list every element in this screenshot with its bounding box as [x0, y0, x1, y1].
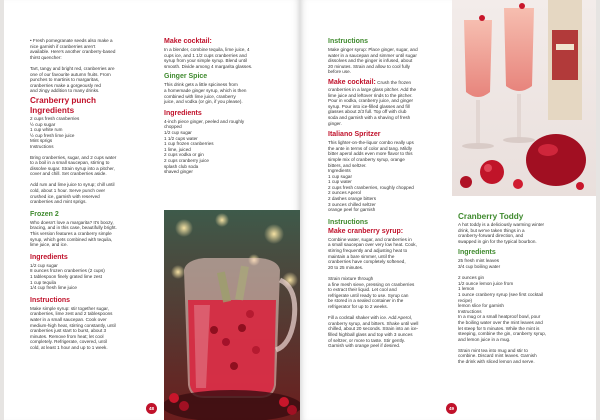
toddy-ingredients-list — [458, 258, 588, 364]
text-line: refrigerate until ready to use. Syrup can — [328, 292, 409, 298]
cranberry-toddy-title: Cranberry Toddy — [458, 212, 524, 221]
text-line: 4-inch piece ginger, peeled and roughly — [164, 118, 245, 124]
text-line: 8 ounces frozen cranberries (2 cups) — [30, 268, 105, 274]
make-cocktail-paragraph — [328, 79, 452, 87]
frozen-instructions — [30, 306, 154, 351]
text-line: before use. — [328, 69, 351, 75]
italiano-spritzer-title: Italiano Spritzer — [328, 131, 381, 139]
text-line: 1 tablespoon finely grated lime zest — [30, 274, 103, 279]
text-line: 3/4 cup boiling water — [458, 263, 501, 269]
text-line: 1/2 ounce lemon juice from — [458, 280, 514, 286]
text-line: the boiling water over the mint leaves and — [458, 319, 543, 325]
toddy-intro — [458, 222, 588, 244]
text-line: 2 cups vodka or gin — [164, 152, 204, 158]
text-line: 2 cups fresh cranberries — [30, 115, 80, 121]
text-line: 1 cup tequila — [30, 279, 57, 285]
text-line: lime juice, and ice. — [30, 242, 68, 248]
left-column-1 — [30, 38, 154, 351]
ginger-ingredients-list — [164, 119, 288, 175]
text-line: lemon slice for garnish — [458, 303, 504, 309]
ginger-instructions-title: Instructions — [328, 38, 369, 45]
text-line: Instructions — [30, 143, 54, 149]
text-line: 1/4 cup fresh lime juice — [30, 285, 77, 291]
text-line: chilled, about 20 seconds. Strain into an ice- — [328, 326, 419, 332]
text-line: Pour in vodka, cranberry juice, and ginger — [328, 98, 414, 104]
text-line: ½ cup sugar — [30, 121, 56, 127]
make-cocktail-body — [328, 87, 452, 126]
text-line: Instructions — [458, 308, 482, 314]
right-page — [300, 0, 596, 420]
frozen-intro — [30, 220, 154, 248]
punch-ingredients-list — [30, 116, 154, 150]
text-line: cranberries and mint sprigs. — [30, 199, 87, 205]
pitcher-photo — [164, 210, 300, 420]
text-line: be stored in a sealed container in the — [328, 298, 404, 304]
text-line: cold, about 1 hour. Serve punch over — [30, 188, 106, 194]
spritzer-intro — [328, 140, 452, 168]
text-line: 1 lemon — [458, 286, 475, 292]
spritzer-instructions-title: Instructions — [328, 218, 369, 226]
text-line: 2 ounces gin — [458, 275, 485, 281]
text-line: 20 to 25 minutes. — [328, 264, 364, 270]
text-line: 3 ounces chilled seltzer — [328, 201, 376, 207]
pitcher-illustration — [164, 210, 300, 420]
text-line: dissolve sugar. Strain syrup into a pitcher, — [30, 165, 115, 171]
text-line: one of our favourite autumn fruits. From — [30, 71, 111, 77]
text-line: cover and chill. Set cranberries aside. — [30, 171, 107, 177]
text-line: In a mug or a small heatproof bowl, pour — [458, 314, 541, 320]
right-column-1 — [328, 38, 452, 349]
text-line: syrup, which gets combined with tequila, — [30, 236, 113, 242]
text-line: smooth. Divide among 4 margarita glasses. — [164, 63, 253, 69]
text-line: orange peel for garnish — [328, 207, 376, 213]
text-line: steeping, combine the gin, cranberry syrup, — [458, 331, 547, 337]
text-line: 1 cup sugar — [328, 173, 353, 179]
text-line: ginger. — [328, 120, 342, 126]
text-line: Garnish with orange peel if desired. — [328, 343, 401, 349]
text-line: • Fresh pomegranate seeds also make a — [30, 38, 113, 43]
cranberry-punch-title: Cranberry punch — [30, 95, 96, 105]
text-line: cranberries have completely softened, — [328, 259, 406, 265]
text-line: Tart, tangy and bright red, cranberries are — [30, 65, 115, 71]
text-line: refrigerator for up to 2 weeks. — [328, 303, 389, 309]
toddy-ingredients-title: Ingredients — [458, 249, 496, 257]
left-page — [4, 0, 300, 420]
text-line: 2 dashes orange bitters — [328, 196, 377, 202]
left-column-2 — [164, 38, 288, 175]
text-line: a fine mesh sieve, pressing on cranberries — [328, 281, 415, 287]
text-line: crushed ice, garnish with reserved — [30, 193, 100, 199]
text-line: Mint sprigs — [30, 138, 53, 144]
text-line: the drink with sliced lemon and serve. — [458, 359, 535, 365]
text-line: ½ cup fresh lime juice — [30, 132, 75, 138]
text-line: shaved ginger — [164, 169, 193, 175]
text-line: cold, at least 1 hour and up to 1 week. — [30, 344, 108, 350]
text-line: 2 ounces Aperol — [328, 190, 361, 196]
text-line: combine. Discard mint leaves. Garnish — [458, 353, 537, 359]
intro-text — [30, 38, 154, 94]
text-line: glasses about 2/3 full. Top off with club — [328, 109, 407, 115]
text-line: 1 cup frozen cranberries — [164, 141, 214, 147]
make-cocktail-title: Make cocktail: — [164, 38, 212, 45]
text-line: bitters, and seltzer. — [328, 162, 367, 168]
text-line: let steep for 5 minutes. While the mint is — [458, 325, 540, 331]
punch-instructions — [30, 155, 154, 205]
spritzer-ingredients-label: Ingredients — [328, 168, 351, 174]
text-line: soda and garnish with a shaving of fresh — [328, 114, 411, 120]
make-cocktail-lead: Crush the frozen — [377, 79, 412, 85]
text-line: bracing, and in this case, beautifully bright. — [30, 225, 117, 231]
text-line: available. Here's another cranberry-based — [30, 49, 116, 55]
text-line: to a boil in a small saucepan, stirring to — [30, 160, 110, 166]
text-line: cranberry syrup, and bitters. Shake until well — [328, 320, 419, 326]
text-line: punches to martinis to margaritas, — [30, 77, 100, 83]
text-line: Strain mixture through — [328, 276, 374, 281]
text-line: minutes. Remove from heat; let cool — [30, 333, 104, 339]
text-line: 1/2 cup sugar — [30, 262, 58, 268]
right-column-2 — [458, 212, 588, 365]
text-line: dissolves and the ginger is infused, about — [328, 58, 413, 64]
text-line: of seltzer, or more to taste. Stir gently. — [328, 337, 406, 343]
text-line: simple mix of cranberry syrup, orange — [328, 156, 405, 162]
text-line: cranberries in a large glass pitcher. Add the — [328, 86, 417, 92]
cocktail-glasses-illustration — [452, 0, 596, 196]
text-line: 2 cups cranberry juice — [164, 157, 209, 163]
text-line: a homemade ginger syrup, which is then — [164, 87, 247, 93]
ginger-spice-text — [164, 82, 288, 104]
text-line: cups ice, and 1 1/2 cups cranberries and — [164, 52, 247, 58]
text-line: 1 cup water — [328, 179, 352, 185]
punch-ingredients-title: Ingredients — [30, 105, 75, 115]
text-line: the ante in terms of color and tang. Mildly — [328, 145, 413, 151]
text-line: juice, and vodka (or gin, if you please). — [164, 99, 243, 105]
text-line: lime juice and leftover rinds to the pitcher. — [328, 92, 413, 98]
spritzer-ingredients-list — [328, 174, 452, 213]
text-line: nice garnish if cranberries aren't — [30, 43, 96, 49]
text-line: 25 fresh mint leaves — [458, 258, 500, 264]
text-line: cranberries, lime zest and 2 tablespoons — [30, 311, 113, 317]
text-line: A hot toddy is a deliciously warming winter — [458, 222, 545, 227]
text-line: 20 minutes. Strain and allow to cool fully — [328, 63, 410, 69]
cocktail-glasses-photo — [452, 0, 596, 196]
make-cocktail-heading: Make cocktail: — [328, 78, 376, 86]
text-line: 1/2 cup sugar — [164, 129, 192, 135]
make-cocktail-text — [164, 47, 288, 69]
text-line: Strain mint tea into mug and stir to — [458, 347, 528, 353]
text-line: medium-high heat, stirring constantly, until — [30, 322, 116, 328]
text-line: 1 cup white rum — [30, 127, 63, 133]
text-line: swapped in gin for the typical bourbon. — [458, 238, 537, 244]
text-line: maintain a bare simmer, until the — [328, 253, 395, 259]
text-line: Make ginger syrup: Place ginger, sugar, and — [328, 47, 418, 52]
text-line: drink, but we've taken things in a — [458, 227, 525, 233]
frozen-ingredients-title: Ingredients — [30, 253, 68, 261]
text-line: Add rum and lime juice to syrup; chill until — [30, 182, 115, 188]
frozen-2-title: Frozen 2 — [30, 210, 59, 218]
text-line: 1 1/2 cups water — [164, 135, 198, 141]
text-line: Bring cranberries, sugar, and 2 cups water — [30, 154, 117, 160]
text-line: cranberries just start to burst, about 3 — [30, 328, 107, 334]
make-cranberry-syrup-title: Make cranberry syrup: — [328, 227, 404, 235]
text-line: In a blender, combine tequila, lime juice, 4 — [164, 47, 250, 52]
ginger-syrup-instructions — [328, 47, 452, 75]
text-line: splash club soda — [164, 163, 199, 169]
cranberry-syrup-instructions — [328, 237, 452, 349]
ginger-spice-title: Ginger Spice — [164, 73, 208, 81]
text-line: This drink gets a little spiciness from — [164, 82, 238, 88]
right-page-number: 49 — [446, 403, 457, 414]
ginger-ingredients-title: Ingredients — [164, 109, 202, 117]
text-line: combined with lime juice, cranberry — [164, 93, 236, 99]
text-line: syrup from your simple syrup. Blend until — [164, 58, 247, 64]
text-line: completely. Refrigerate, covered, until — [30, 339, 107, 345]
text-line: to extract their liquid. Let cool and — [328, 287, 397, 293]
text-line: and lemon juice in a mug. — [458, 336, 511, 342]
text-line: recipe) — [458, 297, 473, 303]
text-line: 1 lime, juiced — [164, 146, 191, 152]
text-line: This lighter-on-the-liquor combo really ups — [328, 140, 414, 146]
text-line: chopped — [164, 124, 182, 130]
text-line: 1 ounce cranberry syrup (see first cocktail — [458, 291, 544, 297]
text-line: thirst quencher: — [30, 54, 62, 60]
text-line: bitter aperol adds even more flavor to this — [328, 151, 413, 157]
text-line: water in a saucepan and simmer until sugar — [328, 52, 417, 58]
text-line: 2 cups fresh cranberries, roughly chopped — [328, 184, 414, 190]
left-page-number: 48 — [146, 403, 157, 414]
text-line: This version features a cranberry simple — [30, 231, 112, 237]
frozen-ingredients-list — [30, 263, 154, 291]
text-line: Fill a cocktail shaker with ice. Add Aperol, — [328, 315, 413, 321]
text-line: a small saucepan over very low heat. Cook, — [328, 242, 417, 248]
text-line: cranberries make a gorgeously red — [30, 82, 101, 88]
text-line: water in a small saucepan. Cook over — [30, 316, 107, 322]
text-line: stirring frequently and adjusting heat to — [328, 248, 408, 254]
text-line: and zingy addition to many drinks. — [30, 88, 100, 94]
text-line: Make simple syrup: stir together sugar, — [30, 305, 109, 311]
text-line: syrup. Pour into ice-filled glasses and fill — [328, 103, 410, 109]
text-line: Combine water, sugar, and cranberries in — [328, 236, 412, 242]
text-line: cranberry-forward direction, and — [458, 233, 524, 239]
text-line: Who doesn't love a margarita? It's boozy, — [30, 219, 114, 225]
text-line: filled highball glass and top with 3 ounces — [328, 331, 413, 337]
frozen-instructions-title: Instructions — [30, 296, 71, 304]
